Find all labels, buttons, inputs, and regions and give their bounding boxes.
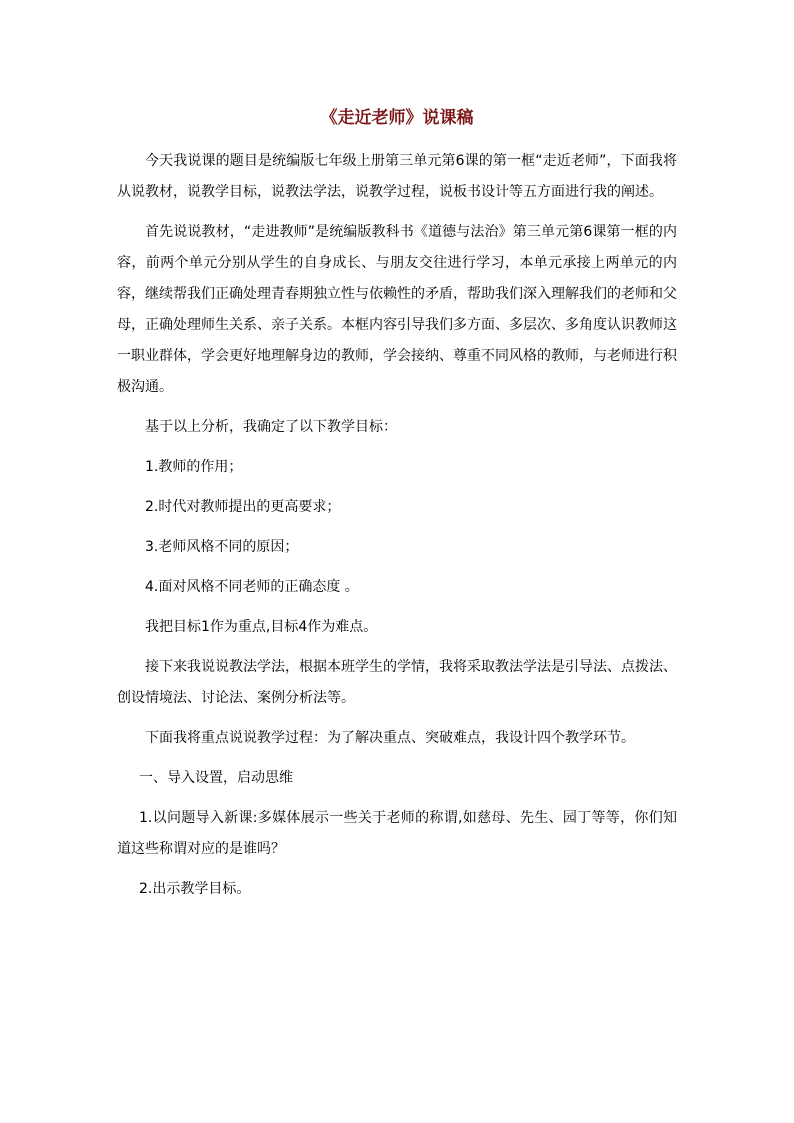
paragraph-intro: 今天我说课的题目是统编版七年级上册第三单元第6课的第一框“走近老师”，下面我将从说教材，说教学目标，说教法学法，说教学过程，说板书设计等五方面进行我的阐述。	[117, 153, 677, 200]
paragraph-objectives-lead: 基于以上分析，我确定了以下教学目标：	[145, 419, 397, 435]
process-step-1: 1.以问题导入新课:多媒体展示一些关于老师的称谓,如慈母、先生、园丁等等，你们知道这些称谓对应的是谁吗？	[117, 810, 677, 857]
document-title: 《走近老师》说课稿	[320, 108, 474, 128]
paragraph-process-lead: 下面我将重点说说教学过程：为了解决重点、突破难点，我设计四个教学环节。	[145, 730, 635, 746]
objective-item-2: 2.时代对教师提出的更高要求；	[145, 499, 341, 515]
section-heading-1: 一、导入设置，启动思维	[139, 770, 293, 786]
objective-item-3: 3.老师风格不同的原因；	[145, 539, 299, 555]
process-step-2: 2.出示教学目标。	[139, 881, 251, 897]
paragraph-key-points: 我把目标1作为重点,目标4作为难点。	[145, 619, 378, 635]
paragraph-textbook-analysis: 首先说说教材，“走进教师”是统编版教科书《道德与法治》第三单元第6课第一框的内容，前两个单元分别从学生的自身成长、与朋友交往进行学习，本单元承接上两单元的内容，继续帮我们正确处理青春期独立性与依赖性的矛盾，帮助我们深入理解我们的老师和父母，正确处理师生关系、亲子关系。本框内容引导我们多方面、多层次、多角度认识教师这一职业群体，学会更好地理解身边的教师，学会接纳、尊重不同风格的教师，与老师进行积极沟通。	[117, 224, 677, 395]
objective-item-4: 4.面对风格不同老师的正确态度 。	[145, 579, 359, 595]
document-body	[117, 146, 677, 914]
objective-item-1: 1.教师的作用；	[145, 459, 243, 475]
paragraph-methods: 接下来我说说教法学法，根据本班学生的学情，我将采取教法学法是引导法、点拨法、创设情境法、讨论法、案例分析法等。	[117, 659, 677, 706]
